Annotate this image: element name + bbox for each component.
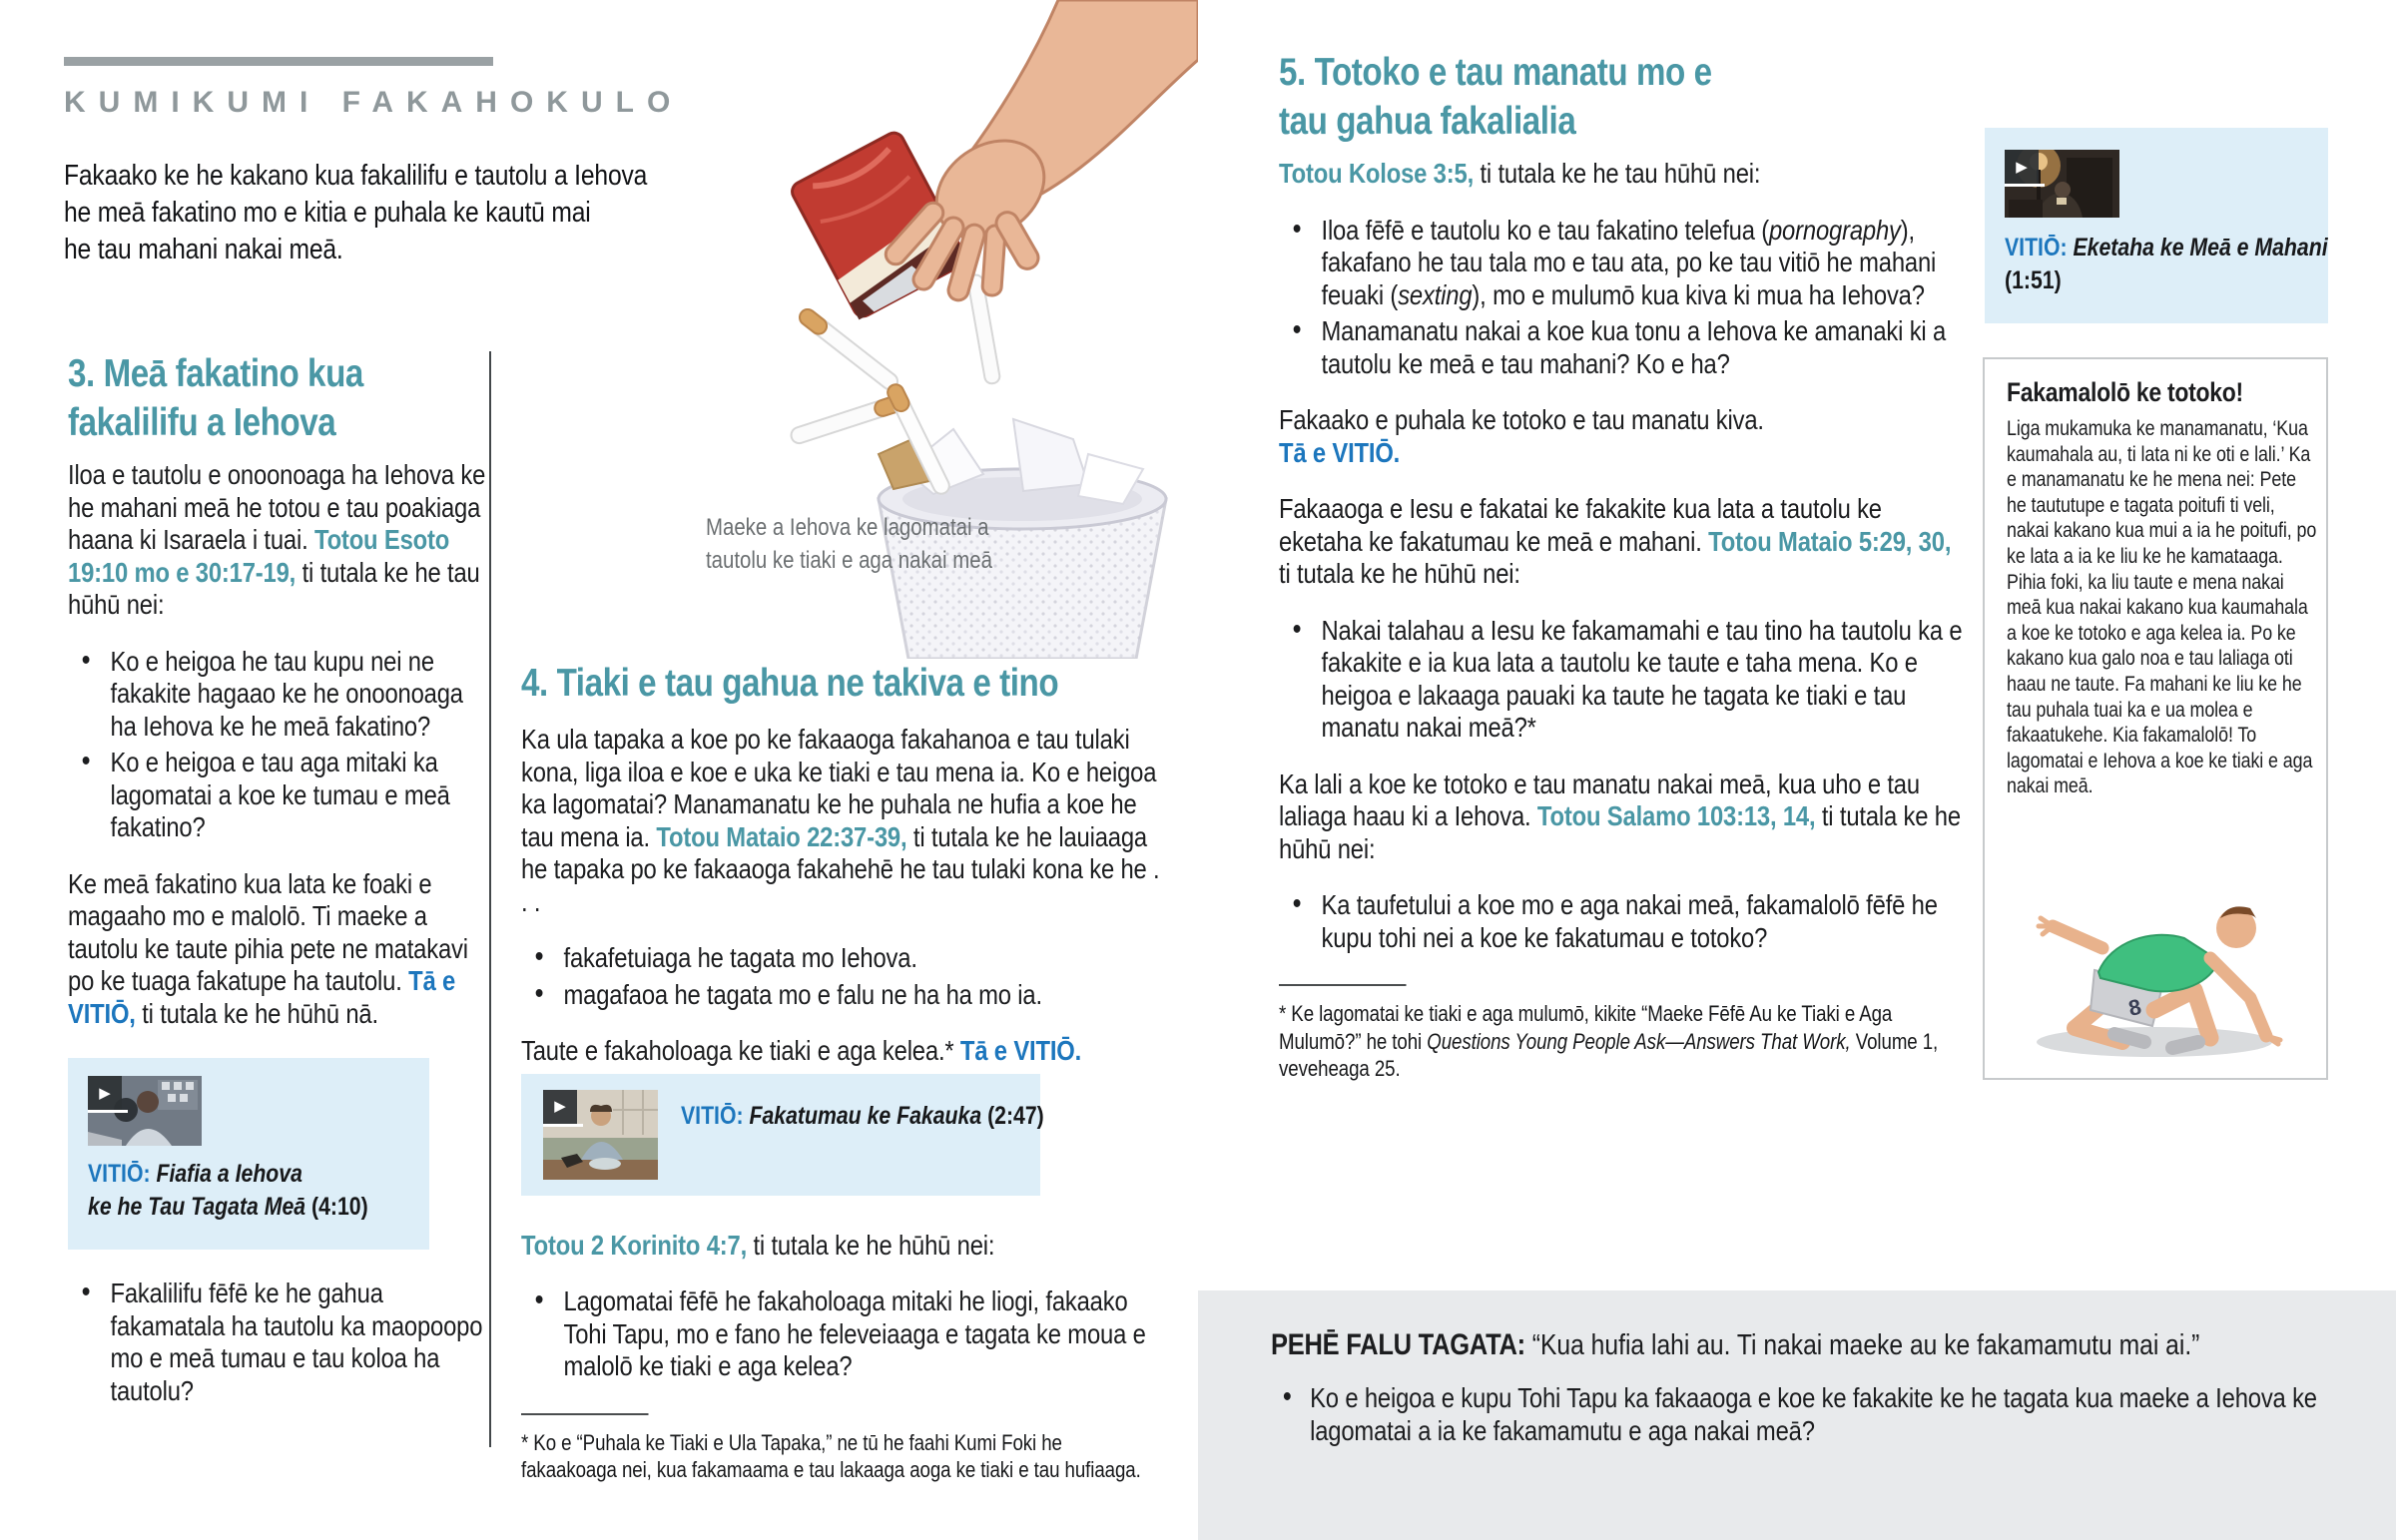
scripture-link-esoto[interactable]: Totou Esoto 19:10 mo e 30:17-19,: [68, 524, 450, 588]
section-3-paragraph-2: Ke meā fakatino kua lata ke foaki e magaaho mo e malolō. Ti maeke a tautolu ke taute pihia pete ne matakavi po ke tuaga fakatupe ha tautolu. Tā e VITIŌ, ti tutala ke he hūhū nā.: [68, 867, 468, 1029]
page-kicker: KUMIKUMI FAKAHOKULO: [64, 86, 684, 119]
italic-term: sexting: [1398, 278, 1473, 310]
play-progress-bar: [2005, 184, 2045, 187]
video-title: Fakatumau ke Fakauka: [749, 1101, 982, 1130]
footnote-rule: [1279, 984, 1407, 986]
question-item: • Ko e heigoa he tau kupu nei ne fakakite hagaao ke he onoonoaga ha Iehova ke he meā fakatino?: [68, 646, 487, 744]
band-heading: [1271, 1328, 2396, 1362]
scripture-link-kolose[interactable]: Totou Kolose 3:5,: [1279, 158, 1475, 189]
illustration-caption: [706, 511, 992, 577]
section-5-questions-c: [1279, 889, 2090, 954]
svg-text:8: 8: [2125, 993, 2144, 1021]
band-quote: “Kua hufia lahi au. Ti nakai maeke au ke fakamamutu mai ai.”: [1531, 1329, 2200, 1361]
question-item: • Fakalilifu fēfē ke he gahua fakamatala ha tautolu ka maopoopo mo e meā tumau e tau koloa ha tautolu?: [68, 1278, 487, 1407]
play-icon[interactable]: ▶: [88, 1076, 122, 1110]
video-duration: (1:51): [2005, 266, 2062, 294]
intro-text: [64, 158, 828, 268]
video-thumbnail[interactable]: [88, 1076, 202, 1146]
scripture-link-mataio22[interactable]: Totou Mataio 22:37-39,: [656, 820, 907, 852]
scripture-link-mataio5[interactable]: Totou Mataio 5:29, 30,: [1708, 525, 1952, 557]
play-progress-bar: [543, 1124, 583, 1127]
play-icon[interactable]: ▶: [543, 1090, 577, 1124]
video-title: Fiafia a Iehova: [156, 1160, 302, 1188]
play-progress-bar: [88, 1110, 128, 1113]
play-video-link[interactable]: Tā e VITIŌ.: [959, 1035, 1082, 1066]
section-5-paragraph-2: Fakaako e puhala ke totoko e tau manatu kiva. Tā e VITIŌ.: [1279, 404, 1968, 469]
footnote: * Ke lagomatai ke tiaki e aga mulumō, kikite “Maeke Fēfē Au ke Tiaki e Aga Mulumō?” he tohi Questions Young People Ask—Answers That Work, Volume 1, veveheaga 25.: [1279, 1001, 1939, 1081]
video-label: VITIŌ:: [2005, 234, 2068, 261]
video-thumbnail[interactable]: [543, 1090, 658, 1180]
question-item: • Ka taufetului a koe mo e aga nakai meā, fakamalolō fēfē he kupu tohi nei a koe ke fakatumau e totoko?: [1279, 889, 1968, 954]
question-item: • Ko e heigoa e tau aga mitaki ka lagomatai a koe ke tumau e meā fakatino?: [68, 747, 487, 844]
video-label: VITIŌ:: [681, 1101, 744, 1130]
publication-title: Questions Young People Ask—Answers That Work,: [1427, 1028, 1851, 1054]
footnote: * Ko e “Puhala ke Tiaki e Ula Tapaka,” ne tū he faahi Kumi Foki he fakaakoaga nei, kua fakamaama e tau lakaaga aoga ke tiaki e tau hufiaaga.: [521, 1429, 1141, 1482]
video-card-eketaha[interactable]: [1985, 128, 2328, 323]
video-label: VITIŌ:: [88, 1160, 151, 1188]
intro-line: he tau mahani nakai meā.: [64, 234, 343, 265]
section-3-questions: [68, 646, 561, 844]
runner-illustration: [2015, 870, 2294, 1068]
video-caption: [88, 1158, 410, 1224]
kicker-rule: [64, 57, 493, 66]
question-item: • Manamanatu nakai a koe kua tonu a Iehova ke amanaki ki a tautolu ke meā e tau mahani? Ko e ha?: [1279, 315, 1968, 380]
sidebar-box-fakamalolo: [1983, 357, 2328, 1080]
section-4-heading: 4. Tiaki e tau gahua ne takiva e tino: [521, 662, 1059, 705]
section-5: [1279, 48, 2090, 1083]
video-caption: [681, 1100, 1054, 1133]
video-duration: (4:10): [311, 1193, 368, 1221]
play-video-link[interactable]: Tā e VITIŌ,: [68, 965, 456, 1029]
list-item: • fakafetuiaga he tagata mo Iehova.: [521, 942, 1160, 975]
list-item: • magafaoa he tagata mo e falu ne ha ha mo ia.: [521, 979, 1160, 1012]
section-4-list: [521, 942, 1273, 1011]
intro-line: he meā fakatino mo e kitia e puhala ke kautū mai: [64, 197, 591, 229]
play-icon[interactable]: ▶: [2005, 150, 2039, 184]
video-card-fakatumau[interactable]: [521, 1074, 1044, 1196]
scripture-link-korinito[interactable]: Totou 2 Korinito 4:7,: [521, 1229, 748, 1261]
section-4-paragraph-1: Ka ula tapaka a koe po ke fakaaoga fakahanoa e tau tulaki kona, liga iloa e koe e uka ke tiaki e tau mena ia. Ko e heigoa ka lagomatai? Manamanatu ke he puhala ne hufia a koe he tau mena ia. Totou Mataio 22:37-39, ti tutala ke he lauiaaga he tapaka po ke fakaaoga fakahehē he tau tulaki kona ke he . . .: [521, 724, 1160, 917]
cigarette-pack: [789, 130, 968, 320]
section-3-paragraph-1: Iloa e tautolu e onoonoaga ha Iehova ke he mahani meā he totou e tau poakiaga haana ki Isaraela i tuai. Totou Esoto 19:10 mo e 30:17-19, ti tutala ke he tau hūhū nei:: [68, 459, 486, 620]
section-5-heading: 5. Totoko e tau manatu mo e tau gahua fakalialia: [1279, 51, 1712, 143]
section-3-heading: 3. Meā fakatino kua fakalilifu a Iehova: [68, 352, 363, 444]
caption-line: tautolu ke tiaki e aga nakai meā: [706, 547, 992, 574]
video-thumbnail[interactable]: [2005, 150, 2119, 218]
section-5-paragraph-4: Ka lali a koe ke totoko e tau manatu nakai meā, kua uho e tau laliaga haau ki a Iehova. Totou Salamo 103:13, 14, ti tutala ke he hūhū nei:: [1279, 768, 1961, 864]
band-content: [1271, 1328, 2396, 1451]
question-item: • Ko e heigoa e kupu Tohi Tapu ka fakaaoga e koe ke fakakite ke he tagata kua maeke a Iehova ke lagomatai a ia ke fakamamutu e aga nakai meā?: [1271, 1382, 2371, 1447]
band-label: PEHĒ FALU TAGATA:: [1271, 1328, 1525, 1361]
section-5-questions-b: [1279, 615, 2090, 745]
video-title: ke he Tau Tagata Meā: [88, 1193, 306, 1221]
section-5-questions-a: [1279, 215, 2090, 381]
question-item: • Lagomatai fēfē he fakaholoaga mitaki he liogi, fakaako Tohi Tapu, mo e fano he feleveiaaga e tagata ke moua e malolō ke tiaki e aga kelea?: [521, 1285, 1160, 1383]
scripture-link-salamo[interactable]: Totou Salamo 103:13, 14,: [1536, 800, 1816, 831]
section-4-paragraph-2: Taute e fakaholoaga ke tiaki e aga kelea.* Tā e VITIŌ.: [521, 1035, 1082, 1066]
section-4-paragraph-3: Totou 2 Korinito 4:7, ti tutala ke he hūhū nei:: [521, 1229, 995, 1261]
video-card-fiafia[interactable]: [68, 1058, 429, 1250]
sidebar-title: Fakamalolō ke totoko!: [2007, 377, 2243, 407]
hand-illustration: [882, 0, 1198, 302]
italic-term: pornography: [1768, 214, 1901, 246]
video-title: Eketaha ke Meā e Mahani: [2073, 234, 2328, 261]
section-3: [68, 349, 561, 1411]
question-item: • Nakai talahau a Iesu ke fakamamahi e tau tino ha tautolu ka e fakakite e ia kua lata a tautolu ke taute e taha mena. Ko e heigoa e lakaaga pauaki ka taute he tagata ke tiaki e tau manatu nakai meā?*: [1279, 615, 1968, 745]
video-caption: [2005, 232, 2327, 297]
section-4: [521, 659, 1273, 1484]
video-duration: (2:47): [987, 1101, 1044, 1130]
section-5-paragraph-3: Fakaaoga e Iesu e fakatai ke fakakite kua lata a tautolu ke eketaha ke fakatumau ke meā e mahani. Totou Mataio 5:29, 30, ti tutala ke he hūhū nei:: [1279, 493, 1952, 589]
section-4-questions: [521, 1285, 1273, 1383]
footnote-rule: [521, 1413, 649, 1415]
question-item: • Iloa fēfē e tautolu ko e tau fakatino telefua (pornography), fakafano he tau tala mo e tau ata, po ke tau vitiō he mahani feuaki (sexting), mo e mulumō kua kiva ki mua ha Iehova?: [1279, 215, 1968, 312]
intro-line: Fakaako ke he kakano kua fakalilifu e tautolu a Iehova: [64, 160, 648, 192]
discussion-band: [1198, 1290, 2396, 1540]
play-video-link[interactable]: Tā e VITIŌ.: [1279, 436, 1401, 468]
caption-line: Maeke a Iehova ke lagomatai a: [706, 514, 989, 541]
sidebar-body: Liga mukamuka ke manamanatu, ‘Kua kaumahala au, ti lata ni ke oti e lali.’ Ka e manamanatu ke he mena nei: Pete he taututupe e tagata poitufi ti veli, nakai kakano kua mui a ia he poitufi, po ke lata a ia ke liu ke he kamataaga. Pihia foki, ka liu taute e mena nakai meā kua nakai kakano kua kaumahala a koe ke totoko e aga kelea ia. Po ke kakano kua galo noa e tau laliaga oti haau ne taute. Fa mahani ke liu ke he tau puhala tuai ka e ua molea e fakaatukehe. Kia fakamalolō! To lagomatai e Iehova a koe ke tiaki e aga nakai meā.: [2007, 417, 2317, 798]
section-5-paragraph-1: Totou Kolose 3:5, ti tutala ke he tau hūhū nei:: [1279, 158, 1761, 189]
